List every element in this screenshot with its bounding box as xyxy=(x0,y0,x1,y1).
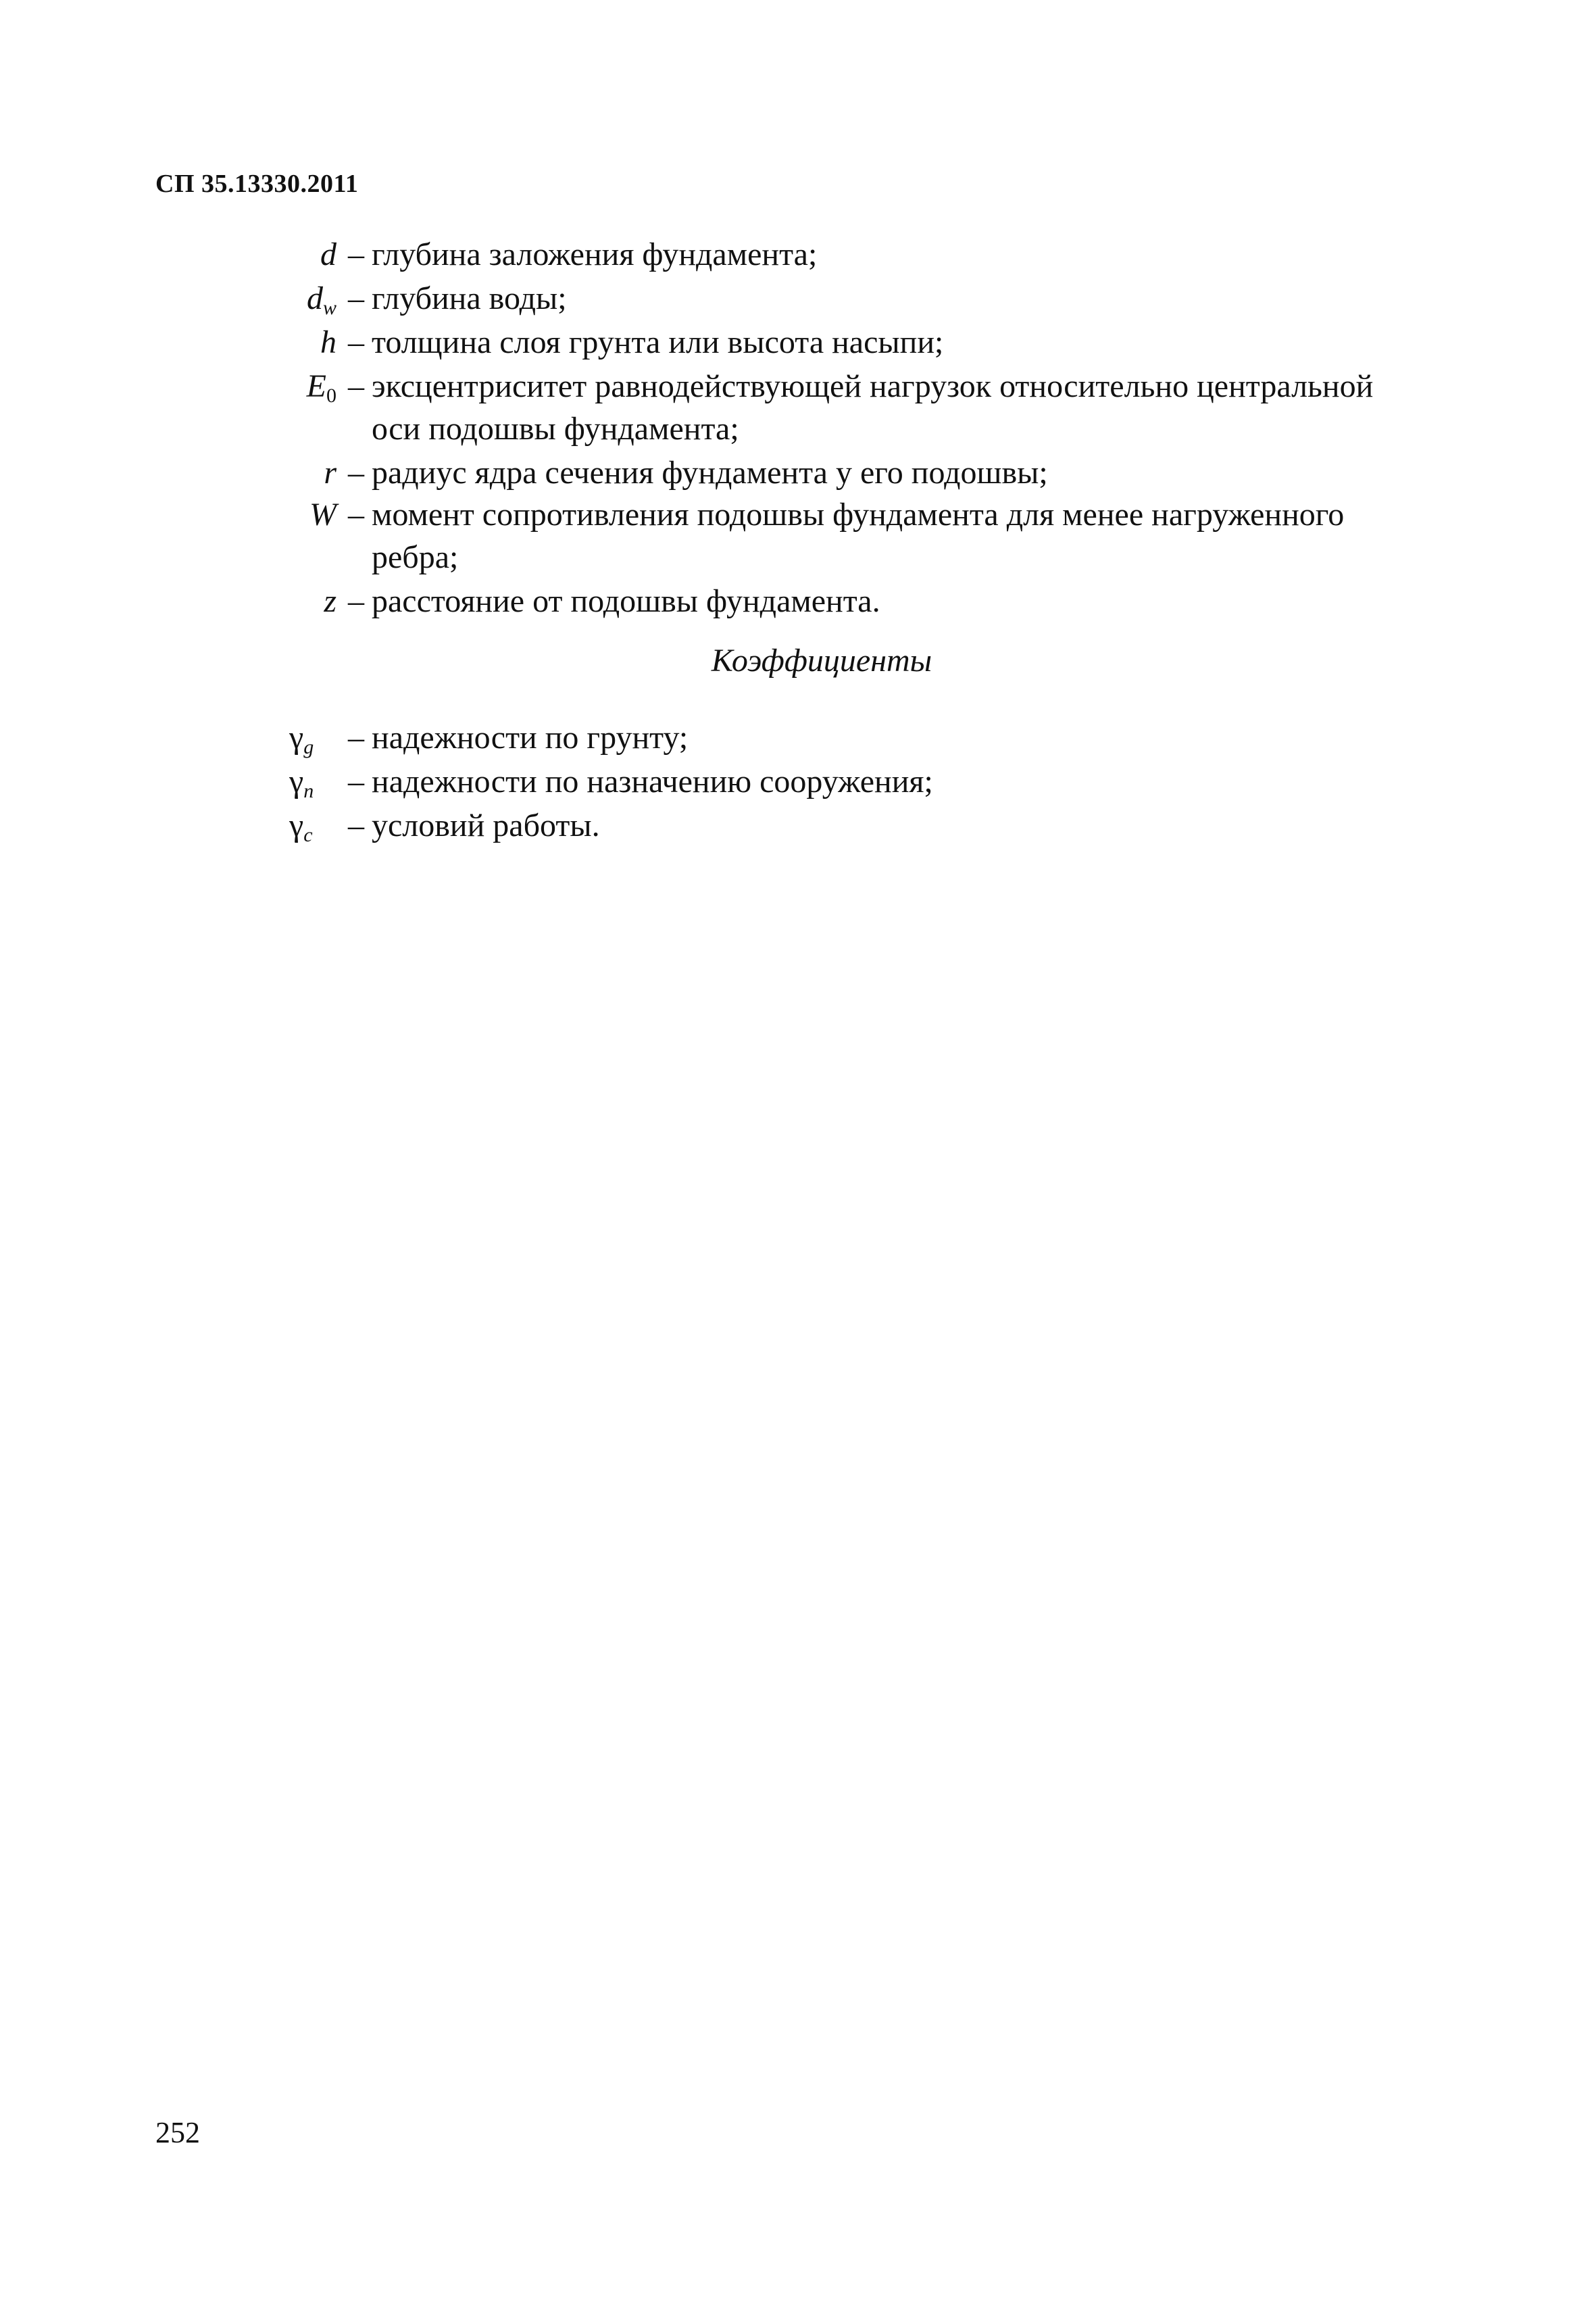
definition-symbol: r xyxy=(324,455,336,491)
definition-symbol: $d_w$ xyxy=(306,280,336,319)
definition-text: расстояние от подошвы фундамента. xyxy=(372,583,880,619)
coefficient-text: надежности по назначению сооружения; xyxy=(372,764,933,799)
definition-text: толщина слоя грунта или высота насыпи; xyxy=(372,324,944,360)
definition-dash: – xyxy=(348,368,364,404)
coefficient-dash: – xyxy=(348,764,364,799)
coefficient-text: условий работы. xyxy=(372,808,600,843)
definition-dash: – xyxy=(348,583,364,619)
definition-symbol: W xyxy=(309,497,336,533)
coefficient-text: надежности по грунту; xyxy=(372,720,689,756)
coefficient-dash: – xyxy=(348,808,364,843)
definition-text: радиус ядра сечения фундамента у его подошвы; xyxy=(372,455,1048,491)
definition-dash: – xyxy=(348,497,364,533)
coefficient-symbol: $\gamma_c$ xyxy=(289,808,313,846)
document-code: СП 35.13330.2011 xyxy=(155,170,359,198)
definition-dash: – xyxy=(348,324,364,360)
section-title: Коэффициенты xyxy=(711,643,932,679)
definition-symbol: z xyxy=(324,583,336,619)
definition-text: момент сопротивления подошвы фундамента для менее нагруженного ребра; xyxy=(372,497,1345,575)
definition-symbol: d xyxy=(320,237,336,272)
definition-text: глубина заложения фундамента; xyxy=(372,237,818,272)
definition-dash: – xyxy=(348,455,364,491)
definition-symbol: $E_0$ xyxy=(306,368,336,407)
definition-text: эксцентриситет равнодействующей нагрузок относительно центральной оси подошвы фундамента; xyxy=(372,368,1374,447)
definition-dash: – xyxy=(348,280,364,316)
coefficient-symbol: $\gamma_n$ xyxy=(289,764,314,802)
coefficient-dash: – xyxy=(348,720,364,756)
definition-symbol: h xyxy=(320,324,336,360)
definition-text: глубина воды; xyxy=(372,280,567,316)
coefficient-symbol: $\gamma_g$ xyxy=(289,720,314,758)
page-number: 252 xyxy=(155,2116,200,2149)
definition-dash: – xyxy=(348,237,364,272)
